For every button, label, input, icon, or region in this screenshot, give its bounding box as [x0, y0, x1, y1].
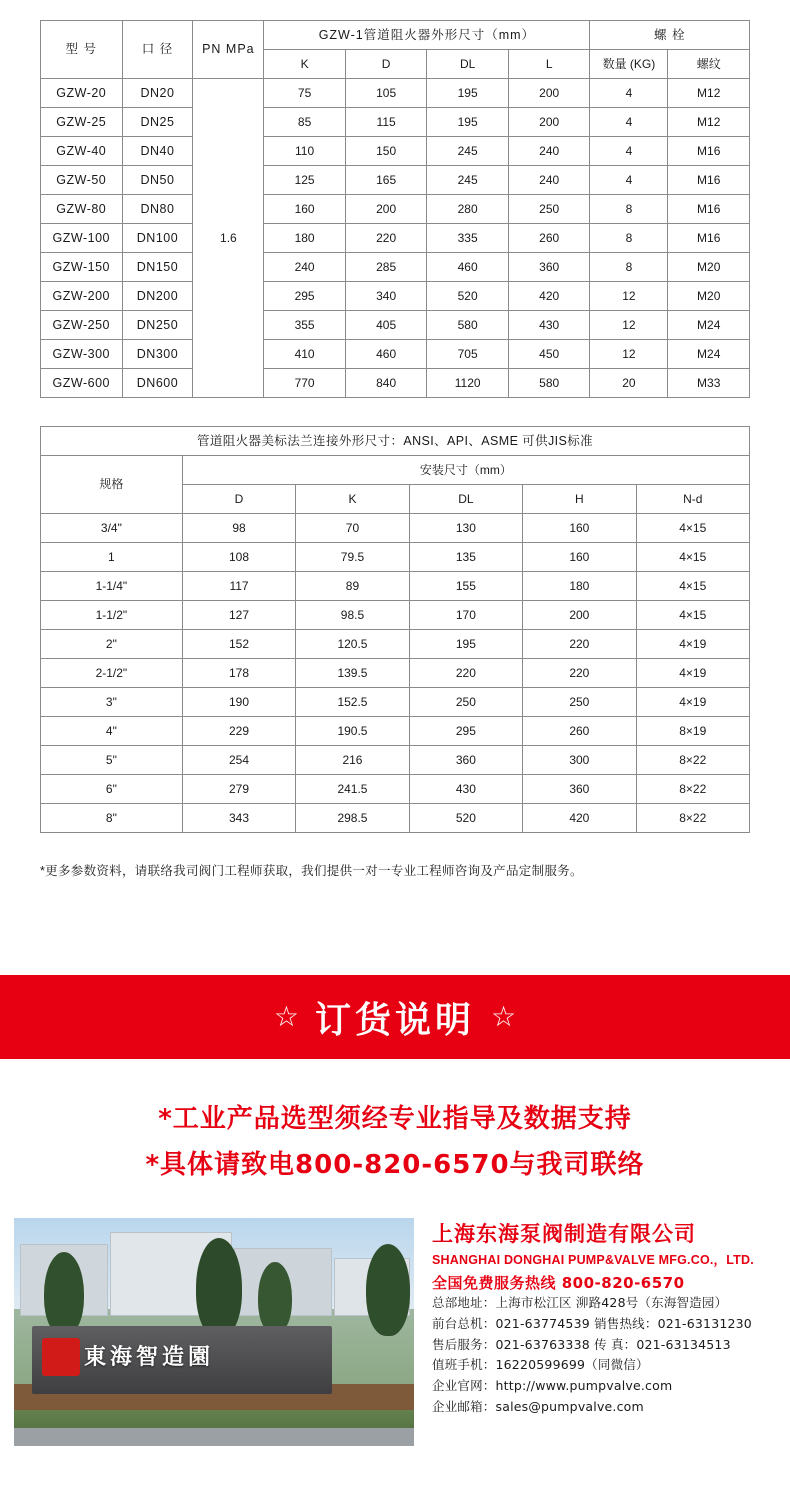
- cell-k: 241.5: [296, 775, 409, 804]
- cell-dl: 195: [427, 108, 509, 137]
- th2-nd: N-d: [636, 485, 749, 514]
- dimension-table-gzw1: [40, 20, 750, 398]
- cell-spec: 3/4": [41, 514, 183, 543]
- cell-d: 108: [182, 543, 295, 572]
- cell-d: 152: [182, 630, 295, 659]
- cell-bore: DN80: [122, 195, 193, 224]
- th2-d: D: [182, 485, 295, 514]
- cell-qty: 20: [590, 369, 668, 398]
- company-contact-lines: [432, 1293, 776, 1417]
- cell-l: 450: [508, 340, 590, 369]
- company-name-cn: 上海东海泵阀制造有限公司: [432, 1222, 696, 1246]
- company-contact-line: 值班手机：16220599699（同微信）: [432, 1357, 649, 1373]
- th-dl: DL: [427, 50, 509, 79]
- cell-k: 410: [264, 340, 346, 369]
- table-row: [41, 282, 750, 311]
- company-info: [432, 1218, 776, 1417]
- cell-k: 216: [296, 746, 409, 775]
- cell-qty: 8: [590, 253, 668, 282]
- table-row: [41, 311, 750, 340]
- cell-qty: 12: [590, 282, 668, 311]
- cell-nd: 4×15: [636, 514, 749, 543]
- table2-container: [0, 398, 790, 833]
- cell-model: GZW-25: [41, 108, 123, 137]
- cell-qty: 12: [590, 340, 668, 369]
- th-qty: 数量 (KG): [590, 50, 668, 79]
- cell-h: 160: [523, 543, 636, 572]
- cell-spec: 1-1/4": [41, 572, 183, 601]
- th2-k: K: [296, 485, 409, 514]
- cell-dl: 135: [409, 543, 522, 572]
- cell-d: 340: [345, 282, 427, 311]
- table-row: [41, 659, 750, 688]
- cell-d: 105: [345, 79, 427, 108]
- cell-bore: DN20: [122, 79, 193, 108]
- company-contact-line: 总部地址：上海市松江区 泖路428号（东海智造园）: [432, 1295, 728, 1311]
- cell-spec: 6": [41, 775, 183, 804]
- table-row: [41, 746, 750, 775]
- th-pn: PN MPa: [193, 21, 264, 79]
- company-contact-line: 售后服务：021-63763338 传 真：021-63134513: [432, 1336, 731, 1352]
- table-row: [41, 340, 750, 369]
- cell-dl: 1120: [427, 369, 509, 398]
- cell-nd: 8×22: [636, 804, 749, 833]
- cell-k: 70: [296, 514, 409, 543]
- cell-spec: 8": [41, 804, 183, 833]
- th-k: K: [264, 50, 346, 79]
- cell-dl: 460: [427, 253, 509, 282]
- cell-bore: DN150: [122, 253, 193, 282]
- cell-dl: 580: [427, 311, 509, 340]
- cell-k: 79.5: [296, 543, 409, 572]
- table-row: [41, 630, 750, 659]
- table-row: [41, 108, 750, 137]
- cell-d: 285: [345, 253, 427, 282]
- footnote: *更多参数资料，请联络我司阀门工程师获取，我们提供一对一专业工程师咨询及产品定制服务。: [40, 864, 583, 878]
- photo-tree: [44, 1252, 84, 1336]
- company-footer: [0, 1218, 790, 1460]
- dimension-table-ansi: [40, 426, 750, 833]
- cell-thread: M24: [668, 340, 750, 369]
- table1-container: [0, 0, 790, 398]
- cell-model: GZW-300: [41, 340, 123, 369]
- cell-dl: 250: [409, 688, 522, 717]
- company-contact-line: 前台总机：021-63774539 销售热线：021-63131230: [432, 1316, 752, 1332]
- cell-k: 85: [264, 108, 346, 137]
- cell-k: 295: [264, 282, 346, 311]
- cell-d: 405: [345, 311, 427, 340]
- cell-dl: 430: [409, 775, 522, 804]
- cell-k: 770: [264, 369, 346, 398]
- table-row: [41, 804, 750, 833]
- cell-qty: 4: [590, 137, 668, 166]
- cell-nd: 4×15: [636, 572, 749, 601]
- cell-dl: 295: [409, 717, 522, 746]
- th-thread: 螺纹: [668, 50, 750, 79]
- cell-h: 250: [523, 688, 636, 717]
- table-row: [41, 137, 750, 166]
- slogan-line-2: *具体请致电800-820-6570与我司联络: [145, 1149, 645, 1180]
- cell-dl: 130: [409, 514, 522, 543]
- cell-thread: M20: [668, 253, 750, 282]
- photo-tree: [196, 1238, 242, 1338]
- cell-nd: 8×22: [636, 775, 749, 804]
- company-contact-line: 企业邮箱：sales@pumpvalve.com: [432, 1398, 644, 1414]
- cell-k: 355: [264, 311, 346, 340]
- cell-h: 160: [523, 514, 636, 543]
- cell-d: 127: [182, 601, 295, 630]
- cell-k: 89: [296, 572, 409, 601]
- cell-qty: 8: [590, 224, 668, 253]
- cell-spec: 2-1/2": [41, 659, 183, 688]
- cell-nd: 4×19: [636, 688, 749, 717]
- cell-k: 139.5: [296, 659, 409, 688]
- cell-h: 220: [523, 630, 636, 659]
- table-row: [41, 224, 750, 253]
- cell-dl: 195: [409, 630, 522, 659]
- cell-qty: 4: [590, 166, 668, 195]
- cell-model: GZW-200: [41, 282, 123, 311]
- cell-d: 343: [182, 804, 295, 833]
- cell-spec: 1-1/2": [41, 601, 183, 630]
- photo-tree: [258, 1262, 292, 1334]
- th-install-dims: 安装尺寸（mm）: [182, 456, 749, 485]
- cell-dl: 360: [409, 746, 522, 775]
- table-row: [41, 717, 750, 746]
- table-row: [41, 79, 750, 108]
- cell-d: 165: [345, 166, 427, 195]
- table-row: [41, 688, 750, 717]
- cell-dl: 705: [427, 340, 509, 369]
- table-row: [41, 601, 750, 630]
- th-outline-dims: GZW-1管道阻火器外形尺寸（mm）: [264, 21, 590, 50]
- cell-k: 120.5: [296, 630, 409, 659]
- cell-model: GZW-40: [41, 137, 123, 166]
- cell-thread: M16: [668, 137, 750, 166]
- cell-k: 160: [264, 195, 346, 224]
- th2-h: H: [523, 485, 636, 514]
- cell-dl: 520: [409, 804, 522, 833]
- cell-spec: 4": [41, 717, 183, 746]
- cell-l: 580: [508, 369, 590, 398]
- cell-pn: 1.6: [193, 79, 264, 398]
- cell-d: 117: [182, 572, 295, 601]
- cell-d: 190: [182, 688, 295, 717]
- factory-photo: [14, 1218, 414, 1446]
- cell-l: 240: [508, 166, 590, 195]
- cell-dl: 520: [427, 282, 509, 311]
- table-row: [41, 543, 750, 572]
- photo-road: [14, 1428, 414, 1446]
- cell-dl: 220: [409, 659, 522, 688]
- cell-l: 260: [508, 224, 590, 253]
- cell-k: 298.5: [296, 804, 409, 833]
- cell-k: 98.5: [296, 601, 409, 630]
- banner-inner: [274, 992, 516, 1043]
- cell-d: 279: [182, 775, 295, 804]
- table2-title: 管道阻火器美标法兰连接外形尺寸：ANSI、API、ASME 可供JIS标准: [41, 427, 750, 456]
- cell-d: 840: [345, 369, 427, 398]
- th-l: L: [508, 50, 590, 79]
- cell-l: 200: [508, 79, 590, 108]
- th-d: D: [345, 50, 427, 79]
- cell-bore: DN40: [122, 137, 193, 166]
- cell-bore: DN600: [122, 369, 193, 398]
- cell-k: 240: [264, 253, 346, 282]
- cell-d: 98: [182, 514, 295, 543]
- cell-d: 178: [182, 659, 295, 688]
- table-row: [41, 514, 750, 543]
- cell-nd: 4×19: [636, 630, 749, 659]
- cell-l: 360: [508, 253, 590, 282]
- star-left-icon: ☆: [273, 1001, 299, 1032]
- cell-model: GZW-100: [41, 224, 123, 253]
- cell-h: 180: [523, 572, 636, 601]
- cell-h: 220: [523, 659, 636, 688]
- cell-d: 254: [182, 746, 295, 775]
- cell-d: 115: [345, 108, 427, 137]
- cell-thread: M20: [668, 282, 750, 311]
- cell-k: 125: [264, 166, 346, 195]
- cell-dl: 195: [427, 79, 509, 108]
- company-name-en: SHANGHAI DONGHAI PUMP&VALVE MFG.CO.，LTD.: [432, 1253, 754, 1268]
- th-model: 型 号: [41, 21, 123, 79]
- cell-bore: DN250: [122, 311, 193, 340]
- cell-model: GZW-600: [41, 369, 123, 398]
- slogan-block: [0, 1059, 790, 1188]
- cell-d: 150: [345, 137, 427, 166]
- cell-h: 260: [523, 717, 636, 746]
- cell-nd: 4×15: [636, 543, 749, 572]
- cell-k: 180: [264, 224, 346, 253]
- cell-bore: DN50: [122, 166, 193, 195]
- table-row: [41, 195, 750, 224]
- cell-h: 360: [523, 775, 636, 804]
- table2-body: [41, 514, 750, 833]
- cell-l: 420: [508, 282, 590, 311]
- cell-dl: 155: [409, 572, 522, 601]
- cell-qty: 4: [590, 79, 668, 108]
- table1-body: [41, 79, 750, 398]
- table-row: [41, 253, 750, 282]
- cell-dl: 280: [427, 195, 509, 224]
- cell-model: GZW-80: [41, 195, 123, 224]
- donghai-logo-icon: [42, 1338, 80, 1376]
- cell-spec: 2": [41, 630, 183, 659]
- photo-wall-text: 東海智造園: [84, 1345, 215, 1370]
- order-instructions-banner: [0, 975, 790, 1059]
- table-row: [41, 166, 750, 195]
- photo-tree: [366, 1244, 410, 1336]
- th-spec: 规格: [41, 456, 183, 514]
- cell-nd: 4×19: [636, 659, 749, 688]
- cell-model: GZW-20: [41, 79, 123, 108]
- cell-k: 75: [264, 79, 346, 108]
- cell-bore: DN100: [122, 224, 193, 253]
- table-row: [41, 775, 750, 804]
- cell-dl: 170: [409, 601, 522, 630]
- cell-thread: M12: [668, 108, 750, 137]
- table2-title-row: [41, 427, 750, 456]
- table1-header-row-1: [41, 21, 750, 50]
- cell-dl: 335: [427, 224, 509, 253]
- cell-bore: DN300: [122, 340, 193, 369]
- table-row: [41, 572, 750, 601]
- cell-spec: 1: [41, 543, 183, 572]
- cell-k: 110: [264, 137, 346, 166]
- slogan-line-1: *工业产品选型须经专业指导及数据支持: [158, 1104, 632, 1134]
- company-contact-line: 企业官网：http://www.pumpvalve.com: [432, 1377, 673, 1393]
- cell-d: 460: [345, 340, 427, 369]
- cell-h: 420: [523, 804, 636, 833]
- company-hotline: 全国免费服务热线 800-820-6570: [432, 1274, 685, 1293]
- th-bolt: 螺 栓: [590, 21, 750, 50]
- banner-title: 订货说明: [314, 999, 475, 1041]
- cell-k: 190.5: [296, 717, 409, 746]
- cell-l: 200: [508, 108, 590, 137]
- cell-qty: 8: [590, 195, 668, 224]
- cell-thread: M24: [668, 311, 750, 340]
- cell-thread: M12: [668, 79, 750, 108]
- table2-header-row-1: [41, 456, 750, 485]
- cell-model: GZW-250: [41, 311, 123, 340]
- cell-thread: M16: [668, 166, 750, 195]
- cell-nd: 4×15: [636, 601, 749, 630]
- cell-l: 240: [508, 137, 590, 166]
- cell-nd: 8×22: [636, 746, 749, 775]
- cell-thread: M16: [668, 195, 750, 224]
- cell-thread: M16: [668, 224, 750, 253]
- th-bore: 口 径: [122, 21, 193, 79]
- cell-thread: M33: [668, 369, 750, 398]
- cell-bore: DN200: [122, 282, 193, 311]
- star-right-icon: ☆: [491, 1001, 517, 1032]
- cell-nd: 8×19: [636, 717, 749, 746]
- cell-qty: 12: [590, 311, 668, 340]
- cell-d: 200: [345, 195, 427, 224]
- cell-bore: DN25: [122, 108, 193, 137]
- cell-qty: 4: [590, 108, 668, 137]
- table-row: [41, 369, 750, 398]
- cell-h: 300: [523, 746, 636, 775]
- cell-spec: 5": [41, 746, 183, 775]
- cell-model: GZW-50: [41, 166, 123, 195]
- cell-k: 152.5: [296, 688, 409, 717]
- cell-d: 229: [182, 717, 295, 746]
- cell-dl: 245: [427, 137, 509, 166]
- cell-h: 200: [523, 601, 636, 630]
- th2-dl: DL: [409, 485, 522, 514]
- cell-dl: 245: [427, 166, 509, 195]
- cell-l: 430: [508, 311, 590, 340]
- cell-d: 220: [345, 224, 427, 253]
- cell-l: 250: [508, 195, 590, 224]
- cell-model: GZW-150: [41, 253, 123, 282]
- cell-spec: 3": [41, 688, 183, 717]
